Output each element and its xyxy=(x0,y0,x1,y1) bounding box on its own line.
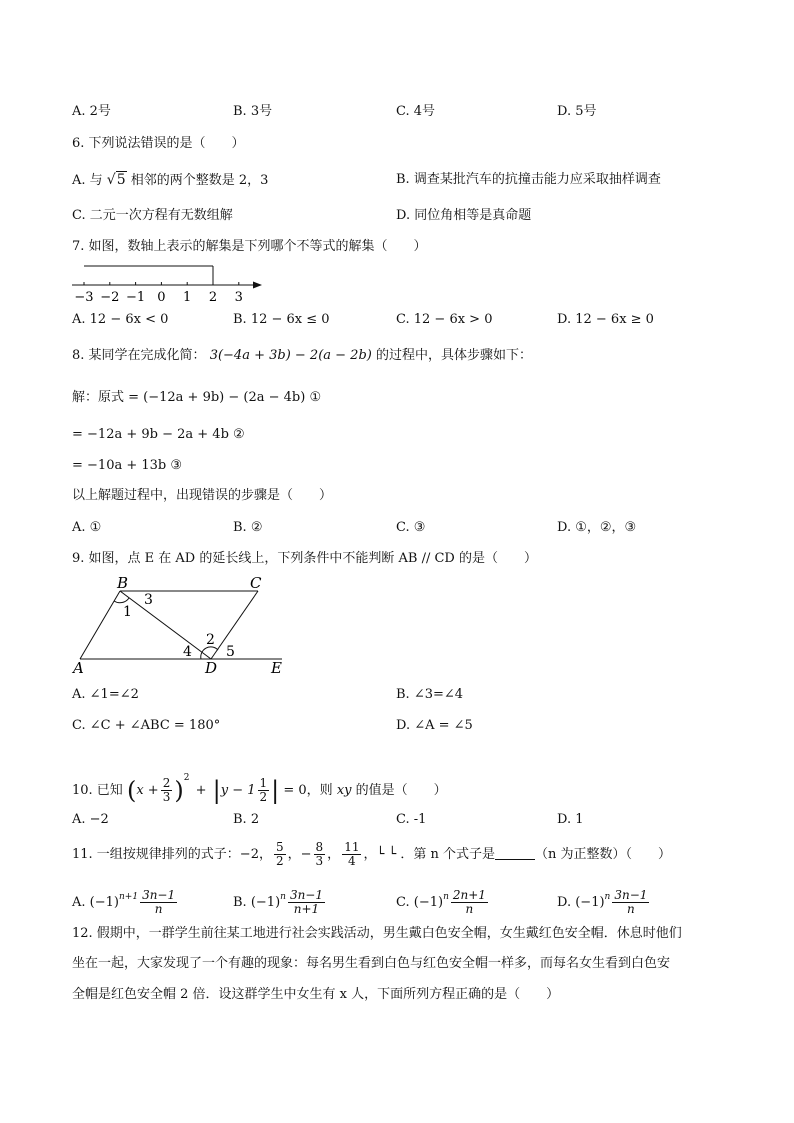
q5-option-b[interactable]: B. 3号 xyxy=(233,104,273,119)
q5-option-c[interactable]: C. 4号 xyxy=(396,104,436,119)
q9-option-c[interactable]: C. ∠C + ∠ABC = 180° xyxy=(72,718,221,733)
q11-pre: 11. 一组按规律排列的式子：−2， xyxy=(72,847,272,862)
q11-c-num: 2n+1 xyxy=(452,888,486,902)
label-angle-5: 5 xyxy=(226,644,235,660)
q10-xy: xy xyxy=(336,783,352,798)
q5-option-a[interactable]: A. 2号 xyxy=(72,104,111,119)
q6-radicand: 5 xyxy=(116,172,126,188)
number-line-tick-label: −2 xyxy=(100,290,120,305)
q10-num: 10. 已知 xyxy=(72,783,123,798)
q11-sep1: ，− xyxy=(287,847,312,862)
number-line-tick-label: 2 xyxy=(208,290,218,305)
q11-fraction-2 xyxy=(314,841,326,868)
q10-option-c[interactable]: C. -1 xyxy=(396,812,427,827)
q11-a-num: 3n−1 xyxy=(142,888,176,902)
q11-option-c[interactable] xyxy=(396,882,490,918)
label-point-d: D xyxy=(205,659,218,677)
label-point-a: A xyxy=(73,659,84,677)
q11-d-num: 3n−1 xyxy=(614,888,648,902)
q8-option-c[interactable]: C. ③ xyxy=(396,520,426,535)
q9-option-d[interactable]: D. ∠A = ∠5 xyxy=(396,718,473,733)
q11-option-d[interactable] xyxy=(557,882,651,918)
q10-f2-den: 2 xyxy=(259,790,268,804)
q6-option-a[interactable] xyxy=(72,171,268,190)
label-angle-4: 4 xyxy=(183,644,192,660)
q10-square: 2 xyxy=(183,773,190,783)
q6-option-a-pre: A. 与 xyxy=(72,173,103,188)
number-line-figure xyxy=(70,260,270,306)
label-angle-1: 1 xyxy=(123,604,132,620)
number-line-tick-label: 3 xyxy=(234,290,243,305)
q11-c-frac xyxy=(451,889,488,916)
q11-fraction-1 xyxy=(274,841,286,868)
number-line-tick-label: 0 xyxy=(157,290,166,305)
label-angle-3: 3 xyxy=(144,592,153,608)
q8-question: 以上解题过程中，出现错误的步骤是（ ） xyxy=(72,488,333,503)
q11-b-den: n+1 xyxy=(293,902,320,916)
q12-line-2: 坐在一起，大家发现了一个有趣的现象：每名男生看到白色与红色安全帽一样多，而每名女生看到白色安 xyxy=(72,956,671,971)
q11-d-frac xyxy=(612,889,649,916)
q11-a-frac xyxy=(140,889,177,916)
q10-post: 的值是（ ） xyxy=(355,783,447,798)
q8-option-d[interactable]: D. ①，②，③ xyxy=(557,520,637,535)
q11-a-label: A. xyxy=(72,895,86,910)
q8-option-a[interactable]: A. ① xyxy=(72,520,102,535)
number-line-arrow xyxy=(253,282,262,289)
q11-f3-num: 11 xyxy=(344,840,360,854)
q10-fraction-2 xyxy=(258,777,270,804)
q11-f2-num: 8 xyxy=(315,840,324,854)
q11-post2: （n 为正整数）（ ） xyxy=(535,847,672,862)
q6-option-b[interactable]: B. 调查某批汽车的抗撞击能力应采取抽样调查 xyxy=(396,172,661,187)
q11-c-den: n xyxy=(465,902,474,916)
q8-stem-pre: 8. 某同学在完成化简： xyxy=(72,348,206,363)
q11-a-exp: n+1 xyxy=(118,892,139,902)
q11-post: ，└ └ ．第 n 个式子是 xyxy=(363,847,496,862)
q7-stem: 7. 如图，数轴上表示的解集是下列哪个不等式的解集（ ） xyxy=(72,239,427,254)
q6-option-d[interactable]: D. 同位角相等是真命题 xyxy=(396,208,532,223)
q8-stem-expr: 3(−4a + 3b) − 2(a − 2b) xyxy=(209,348,372,363)
q10-eq: = 0，则 xyxy=(283,783,333,798)
plus-sign: + xyxy=(195,783,207,798)
q7-option-a[interactable]: A. 12 − 6x < 0 xyxy=(72,312,169,327)
number-line-tick-label: −3 xyxy=(74,290,94,305)
q11-d-label: D. xyxy=(557,895,572,910)
q7-option-d[interactable]: D. 12 − 6x ≥ 0 xyxy=(557,312,654,327)
q12-line-1: 12. 假期中，一群学生前往某工地进行社会实践活动，男生戴白色安全帽，女生戴红色安全帽．休息时他们 xyxy=(72,926,682,941)
q10-abs-pre: y − 1 xyxy=(220,783,256,798)
q11-sep2: ， xyxy=(327,847,341,862)
q8-step-2: = −12a + 9b − 2a + 4b ② xyxy=(72,427,245,442)
q8-stem xyxy=(72,347,532,365)
label-point-e: E xyxy=(271,659,282,677)
left-paren: ( xyxy=(126,776,137,805)
q12-line-3: 全帽是红色安全帽 2 倍．设这群学生中女生有 x 人，下面所列方程正确的是（ ） xyxy=(72,987,560,1002)
q10-option-a[interactable]: A. −2 xyxy=(72,812,109,827)
q8-option-b[interactable]: B. ② xyxy=(233,520,263,535)
right-paren: ) xyxy=(174,776,184,805)
q11-b-frac xyxy=(288,889,325,916)
q11-c-exp: n xyxy=(443,892,449,902)
q10-fraction-1 xyxy=(161,777,173,804)
q9-stem: 9. 如图，点 E 在 AD 的延长线上，下列条件中不能判断 AB // CD 的是（ ） xyxy=(72,551,537,566)
answer-blank[interactable] xyxy=(495,847,535,860)
q8-step-1: 解：原式 = (−12a + 9b) − (2a − 4b) ① xyxy=(72,390,322,405)
number-line-tick-label: 1 xyxy=(183,290,192,305)
q9-option-a[interactable]: A. ∠1=∠2 xyxy=(72,687,139,702)
number-line-tick-label: −1 xyxy=(126,290,146,305)
geometry-figure xyxy=(70,572,290,678)
q11-f1-num: 5 xyxy=(275,840,284,854)
q11-c-label: C. xyxy=(396,895,410,910)
q11-a-den: n xyxy=(154,902,163,916)
q5-option-d[interactable]: D. 5号 xyxy=(557,104,597,119)
angle-arc-b xyxy=(114,598,129,603)
q10-f1-num: 2 xyxy=(162,776,171,790)
q6-stem: 6. 下列说法错误的是（ ） xyxy=(72,136,245,151)
q11-b-label: B. xyxy=(233,895,247,910)
q11-f1-den: 2 xyxy=(275,854,284,868)
q11-fraction-3 xyxy=(342,841,361,868)
q6-option-a-post: 相邻的两个整数是 2，3 xyxy=(130,173,269,188)
q11-option-a[interactable] xyxy=(72,882,179,918)
q8-step-3: = −10a + 13b ③ xyxy=(72,458,183,473)
label-point-b: B xyxy=(117,574,129,592)
sqrt-symbol: √5 xyxy=(106,172,126,188)
q8-stem-post: 的过程中，具体步骤如下： xyxy=(375,348,532,363)
q6-option-c[interactable]: C. 二元一次方程有无数组解 xyxy=(72,208,233,223)
q9-option-b[interactable]: B. ∠3=∠4 xyxy=(396,687,464,702)
q11-b-base: (−1) xyxy=(250,895,281,910)
q11-c-base: (−1) xyxy=(413,895,444,910)
q10-f2-num: 1 xyxy=(259,776,268,790)
q11-b-exp: n xyxy=(280,892,286,902)
label-angle-2: 2 xyxy=(206,632,215,648)
q7-option-b[interactable]: B. 12 − 6x ≤ 0 xyxy=(233,312,330,327)
q10-x-part: x + xyxy=(136,783,159,798)
q10-stem xyxy=(72,763,447,806)
label-point-c: C xyxy=(250,574,262,592)
q10-f1-den: 3 xyxy=(162,790,171,804)
q11-d-den: n xyxy=(627,902,635,916)
segment-bd xyxy=(120,591,211,659)
abs-bar-left: | xyxy=(212,776,221,805)
q11-stem xyxy=(72,840,671,870)
q7-option-c[interactable]: C. 12 − 6x > 0 xyxy=(396,312,493,327)
q11-a-base: (−1) xyxy=(89,895,119,910)
q11-d-base: (−1) xyxy=(575,895,605,910)
q11-d-exp: n xyxy=(604,892,611,902)
q11-f2-den: 3 xyxy=(315,854,324,868)
q11-option-b[interactable] xyxy=(233,882,327,918)
q10-option-d[interactable]: D. 1 xyxy=(557,812,584,827)
q11-f3-den: 4 xyxy=(348,854,356,868)
q11-b-num: 3n−1 xyxy=(289,888,323,902)
q10-option-b[interactable]: B. 2 xyxy=(233,812,260,827)
abs-bar-right: | xyxy=(271,776,280,805)
